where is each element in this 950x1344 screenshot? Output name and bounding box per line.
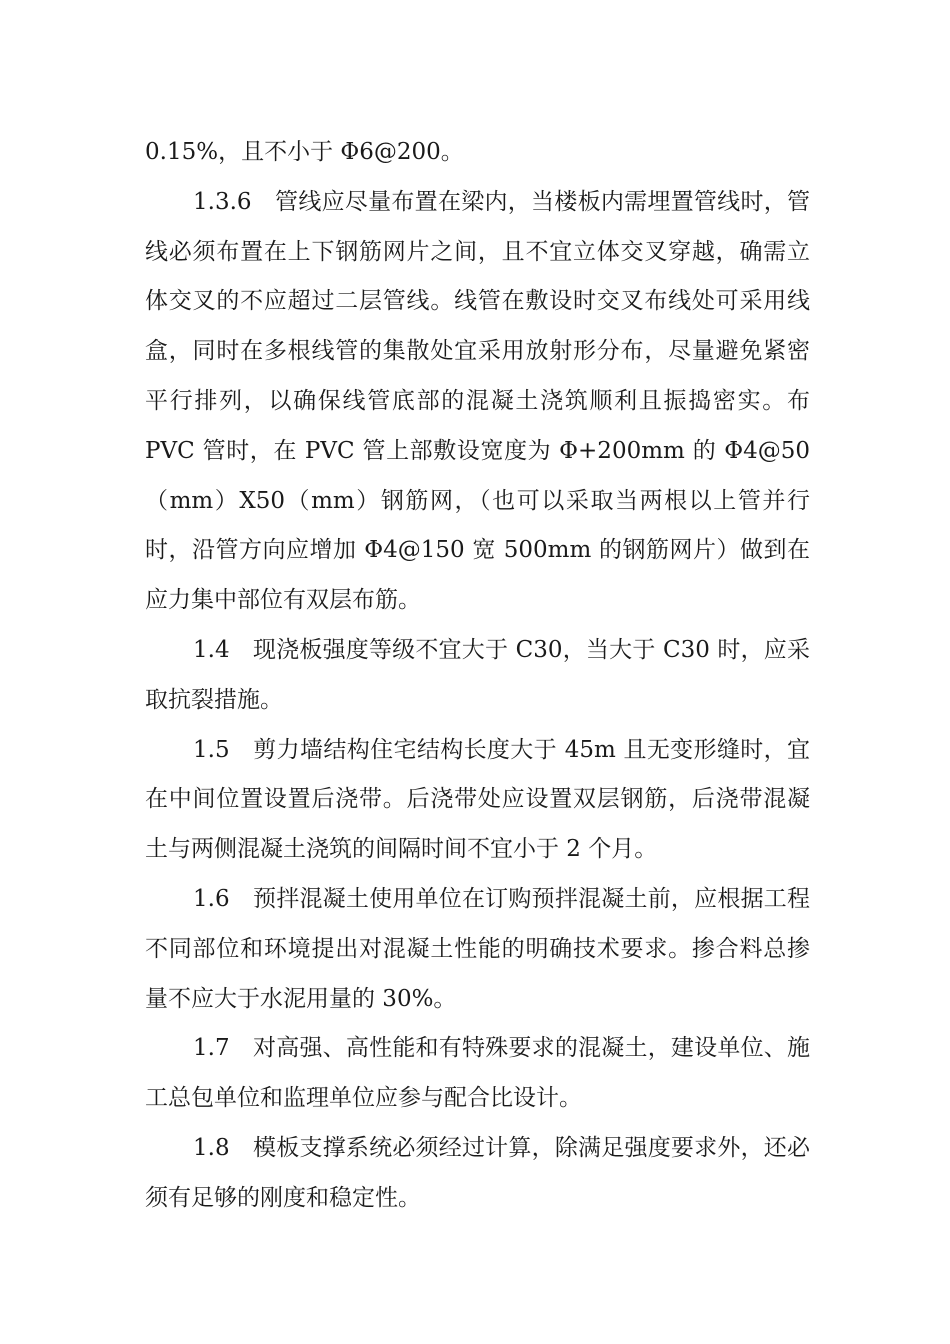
paragraph-1-4: 1.4 现浇板强度等级不宜大于 C30，当大于 C30 时，应采取抗裂措施。: [145, 636, 810, 713]
paragraph-1-5: 1.5 剪力墙结构住宅结构长度大于 45m 且无变形缝时，宜在中间位置设置后浇带。后浇带处应设置双层钢筋，后浇带混凝土与两侧混凝土浇筑的间隔时间不宜小于 2 个月。: [145, 736, 810, 863]
paragraph-1-8: 1.8 模板支撑系统必须经过计算，除满足强度要求外，还必须有足够的刚度和稳定性。: [145, 1134, 810, 1211]
paragraph-1-7: 1.7 对高强、高性能和有特殊要求的混凝土，建设单位、施工总包单位和监理单位应参与配合比设计。: [145, 1035, 810, 1112]
document-body: [145, 128, 810, 1224]
paragraph-1-6: 1.6 预拌混凝土使用单位在订购预拌混凝土前，应根据工程不同部位和环境提出对混凝土性能的明确技术要求。掺合料总掺量不应大于水泥用量的 30%。: [145, 885, 810, 1012]
paragraph-1-3-6: 1.3.6 管线应尽量布置在梁内，当楼板内需埋置管线时，管线必须布置在上下钢筋网片之间，且不宜立体交叉穿越，确需立体交叉的不应超过二层管线。线管在敷设时交叉布线处可采用线盒，同时在多根线管的集散处宜采用放射形分布，尽量避免紧密平行排列，以确保线管底部的混凝土浇筑顺利且振捣密实。布 PVC 管时，在 PVC 管上部敷设宽度为 Φ+200mm 的 Φ4@50（mm）X50（mm）钢筋网，（也可以采取当两根以上管并行时，沿管方向应增加 Φ4@150 宽 500mm 的钢筋网片）做到在应力集中部位有双层布筋。: [145, 188, 810, 614]
paragraph-continuation: 0.15%，且不小于 Φ6@200。: [145, 139, 464, 165]
